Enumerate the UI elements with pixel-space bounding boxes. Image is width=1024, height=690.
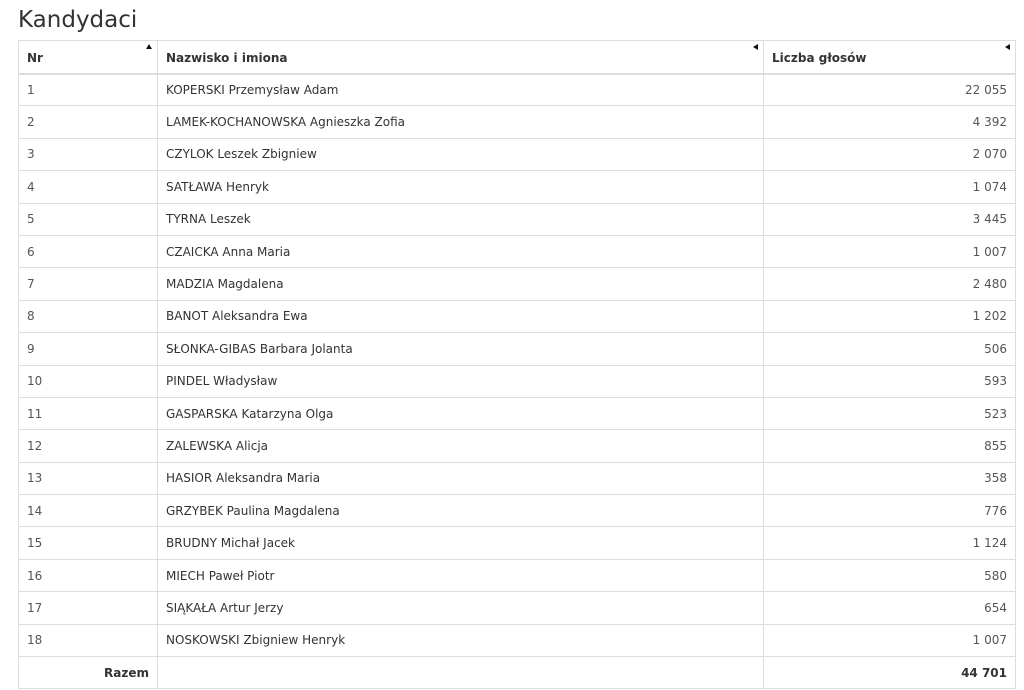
column-header-name[interactable] xyxy=(158,41,764,74)
cell-name: CZYLOK Leszek Zbigniew xyxy=(158,138,764,170)
cell-nr: 10 xyxy=(19,365,158,397)
cell-name: BRUDNY Michał Jacek xyxy=(158,527,764,559)
table-row xyxy=(19,397,1016,429)
sort-ascending-icon xyxy=(146,44,152,49)
table-row xyxy=(19,559,1016,591)
cell-name: MADZIA Magdalena xyxy=(158,268,764,300)
candidates-table xyxy=(18,40,1016,689)
cell-nr: 18 xyxy=(19,624,158,656)
cell-votes: 22 055 xyxy=(764,74,1016,106)
cell-votes: 4 392 xyxy=(764,106,1016,138)
table-row xyxy=(19,624,1016,656)
cell-votes: 654 xyxy=(764,592,1016,624)
table-row xyxy=(19,527,1016,559)
table-row xyxy=(19,592,1016,624)
cell-nr: 3 xyxy=(19,138,158,170)
cell-nr: 6 xyxy=(19,235,158,267)
cell-votes: 1 124 xyxy=(764,527,1016,559)
table-row xyxy=(19,495,1016,527)
column-header-nr[interactable] xyxy=(19,41,158,74)
cell-name: GASPARSKA Katarzyna Olga xyxy=(158,397,764,429)
cell-votes: 358 xyxy=(764,462,1016,494)
cell-votes: 523 xyxy=(764,397,1016,429)
cell-nr: 2 xyxy=(19,106,158,138)
cell-votes: 2 070 xyxy=(764,138,1016,170)
cell-nr: 1 xyxy=(19,74,158,106)
total-votes: 44 701 xyxy=(764,657,1016,689)
cell-name: TYRNA Leszek xyxy=(158,203,764,235)
table-row xyxy=(19,235,1016,267)
total-label: Razem xyxy=(19,657,158,689)
table-row xyxy=(19,430,1016,462)
cell-votes: 1 007 xyxy=(764,235,1016,267)
table-footer-row xyxy=(19,657,1016,689)
cell-nr: 5 xyxy=(19,203,158,235)
table-row xyxy=(19,171,1016,203)
table-row xyxy=(19,74,1016,106)
cell-name: SIĄKAŁA Artur Jerzy xyxy=(158,592,764,624)
cell-nr: 12 xyxy=(19,430,158,462)
cell-name: GRZYBEK Paulina Magdalena xyxy=(158,495,764,527)
sort-unsorted-icon xyxy=(1005,44,1010,50)
cell-votes: 776 xyxy=(764,495,1016,527)
cell-name: CZAICKA Anna Maria xyxy=(158,235,764,267)
table-row xyxy=(19,106,1016,138)
sort-unsorted-icon xyxy=(753,44,758,50)
table-row xyxy=(19,462,1016,494)
cell-nr: 14 xyxy=(19,495,158,527)
cell-name: LAMEK-KOCHANOWSKA Agnieszka Zofia xyxy=(158,106,764,138)
cell-name: SATŁAWA Henryk xyxy=(158,171,764,203)
total-empty-cell xyxy=(158,657,764,689)
cell-nr: 16 xyxy=(19,559,158,591)
column-header-label: Liczba głosów xyxy=(772,50,867,65)
cell-votes: 1 074 xyxy=(764,171,1016,203)
cell-votes: 1 202 xyxy=(764,300,1016,332)
cell-name: ZALEWSKA Alicja xyxy=(158,430,764,462)
cell-nr: 11 xyxy=(19,397,158,429)
cell-nr: 17 xyxy=(19,592,158,624)
cell-nr: 4 xyxy=(19,171,158,203)
cell-name: MIECH Paweł Piotr xyxy=(158,559,764,591)
cell-votes: 2 480 xyxy=(764,268,1016,300)
cell-votes: 1 007 xyxy=(764,624,1016,656)
cell-name: KOPERSKI Przemysław Adam xyxy=(158,74,764,106)
column-header-label: Nazwisko i imiona xyxy=(166,50,288,65)
table-row xyxy=(19,333,1016,365)
column-header-votes[interactable] xyxy=(764,41,1016,74)
table-row xyxy=(19,365,1016,397)
cell-votes: 3 445 xyxy=(764,203,1016,235)
cell-name: NOSKOWSKI Zbigniew Henryk xyxy=(158,624,764,656)
cell-name: SŁONKA-GIBAS Barbara Jolanta xyxy=(158,333,764,365)
cell-votes: 593 xyxy=(764,365,1016,397)
cell-name: PINDEL Władysław xyxy=(158,365,764,397)
table-row xyxy=(19,268,1016,300)
cell-nr: 7 xyxy=(19,268,158,300)
cell-nr: 13 xyxy=(19,462,158,494)
table-row xyxy=(19,138,1016,170)
cell-nr: 8 xyxy=(19,300,158,332)
page-title: Kandydaci xyxy=(18,7,138,33)
cell-name: BANOT Aleksandra Ewa xyxy=(158,300,764,332)
cell-votes: 580 xyxy=(764,559,1016,591)
table-header-row xyxy=(19,41,1016,74)
cell-nr: 9 xyxy=(19,333,158,365)
cell-nr: 15 xyxy=(19,527,158,559)
cell-name: HASIOR Aleksandra Maria xyxy=(158,462,764,494)
table-row xyxy=(19,203,1016,235)
cell-votes: 855 xyxy=(764,430,1016,462)
column-header-label: Nr xyxy=(27,50,43,65)
table-row xyxy=(19,300,1016,332)
cell-votes: 506 xyxy=(764,333,1016,365)
table-body xyxy=(19,74,1016,657)
